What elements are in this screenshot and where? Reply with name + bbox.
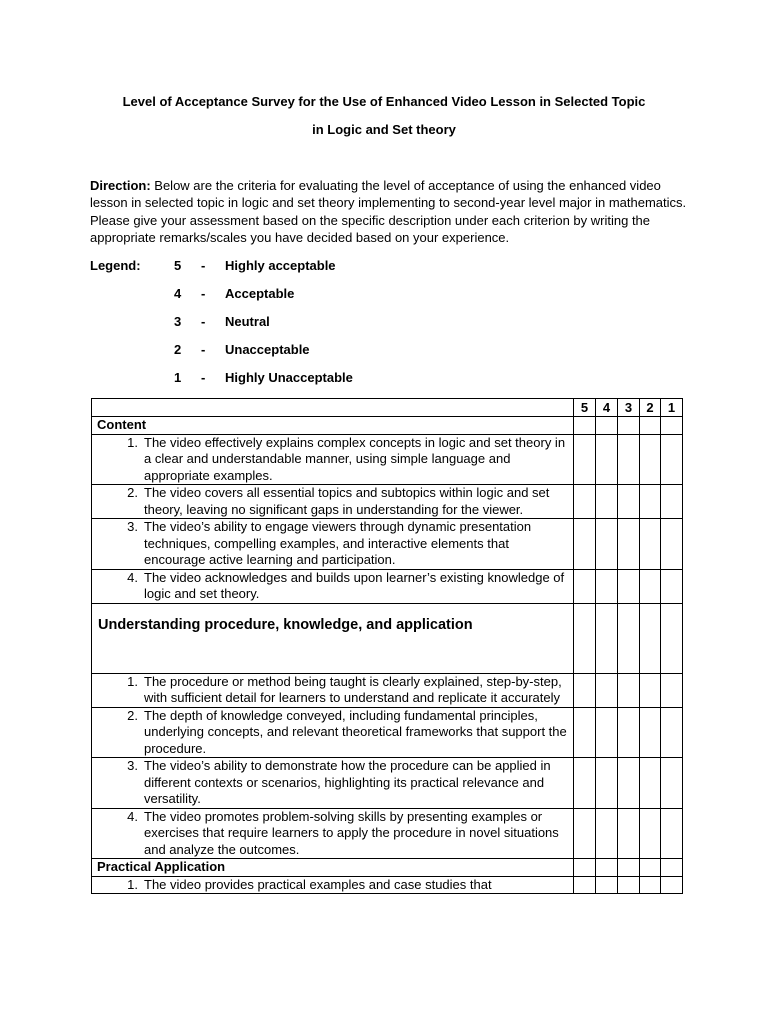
section-heading: Content — [92, 417, 574, 435]
rating-cell[interactable] — [574, 519, 596, 570]
legend-description: Highly acceptable — [225, 258, 336, 273]
rating-cell[interactable] — [574, 434, 596, 485]
rating-cell[interactable] — [574, 876, 596, 894]
criterion-text: The depth of knowledge conveyed, including fundamental principles, underlying concepts, and relevant theoretical frameworks that support the procedure. — [144, 707, 567, 756]
criterion-number: 1. — [127, 434, 138, 450]
rating-cell[interactable] — [661, 569, 683, 603]
legend-row — [90, 369, 490, 387]
section-heading: Understanding procedure, knowledge, and application — [92, 603, 574, 673]
criterion-text: The video acknowledges and builds upon learner’s existing knowledge of logic and set theory. — [144, 569, 565, 601]
criterion-item — [92, 519, 573, 569]
rating-cell[interactable] — [640, 603, 661, 673]
criterion-row — [92, 876, 683, 894]
criterion-text: The video covers all essential topics and subtopics within logic and set theory, leaving no significant gaps in understanding for the viewer. — [144, 485, 550, 517]
criterion-row — [92, 707, 683, 758]
criterion-number: 2. — [127, 485, 138, 500]
criterion-text: The video promotes problem-solving skills by presenting examples or exercises that require learners to apply the procedure in novel situations and analyze the outcomes. — [144, 808, 559, 857]
rating-cell[interactable] — [661, 603, 683, 673]
rating-cell[interactable] — [640, 758, 661, 809]
rating-cell[interactable] — [618, 859, 640, 877]
criterion-number: 4. — [127, 808, 138, 824]
rating-cell[interactable] — [640, 707, 661, 758]
rating-cell[interactable] — [596, 808, 618, 859]
legend-label: Legend: — [90, 258, 141, 273]
criterion-text: The procedure or method being taught is clearly explained, step-by-step, with sufficient detail for learners to understand and replicate it accurately — [144, 673, 562, 705]
rating-cell[interactable] — [574, 808, 596, 859]
rating-cell[interactable] — [661, 707, 683, 758]
criterion-number: 2. — [127, 707, 138, 723]
criterion-item — [92, 435, 573, 485]
legend-row — [90, 341, 490, 359]
criterion-number: 3. — [127, 519, 138, 534]
legend-row — [90, 257, 490, 275]
rating-cell[interactable] — [618, 603, 640, 673]
scale-header-2: 2 — [640, 399, 661, 417]
criterion-item — [92, 877, 573, 894]
criterion-text: The video’s ability to demonstrate how the procedure can be applied in different contexts or scenarios, highlighting its practical relevance and versatility. — [144, 758, 551, 806]
legend-description: Highly Unacceptable — [225, 370, 353, 385]
evaluation-table — [91, 398, 683, 894]
direction-label: Direction: — [90, 178, 151, 193]
legend-description: Unacceptable — [225, 342, 310, 357]
rating-cell[interactable] — [640, 859, 661, 877]
criteria-header-cell — [92, 399, 574, 417]
rating-cell[interactable] — [661, 859, 683, 877]
legend-value: 5 — [174, 258, 182, 273]
criterion-row — [92, 519, 683, 570]
rating-cell[interactable] — [640, 417, 661, 435]
criterion-number: 3. — [127, 758, 138, 773]
legend-value: 3 — [174, 314, 182, 329]
legend-dash: - — [201, 258, 206, 273]
rating-cell[interactable] — [574, 417, 596, 435]
rating-cell[interactable] — [574, 673, 596, 707]
criterion-number: 4. — [127, 569, 138, 585]
rating-cell[interactable] — [640, 808, 661, 859]
criterion-row — [92, 808, 683, 859]
direction-paragraph — [90, 177, 690, 246]
legend-dash: - — [201, 314, 206, 329]
rating-cell[interactable] — [596, 569, 618, 603]
legend-dash: - — [201, 286, 206, 301]
rating-cell[interactable] — [661, 808, 683, 859]
rating-cell[interactable] — [574, 859, 596, 877]
criterion-number: 1. — [127, 673, 138, 689]
section-heading-row — [92, 603, 683, 673]
criterion-item — [92, 674, 573, 707]
section-heading: Practical Application — [92, 859, 574, 877]
criterion-text: The video provides practical examples and case studies that — [144, 876, 492, 892]
criterion-item — [92, 485, 573, 518]
rating-cell[interactable] — [596, 758, 618, 809]
rating-cell[interactable] — [596, 876, 618, 894]
criterion-row — [92, 758, 683, 809]
rating-cell[interactable] — [640, 434, 661, 485]
rating-cell[interactable] — [574, 707, 596, 758]
rating-cell[interactable] — [596, 434, 618, 485]
rating-cell[interactable] — [596, 859, 618, 877]
rating-cell[interactable] — [618, 808, 640, 859]
rating-cell[interactable] — [596, 603, 618, 673]
rating-cell[interactable] — [618, 876, 640, 894]
rating-cell[interactable] — [574, 603, 596, 673]
legend-value: 2 — [174, 342, 182, 357]
rating-cell[interactable] — [574, 758, 596, 809]
criterion-item — [92, 758, 573, 808]
rating-cell[interactable] — [618, 673, 640, 707]
scale-header-3: 3 — [618, 399, 640, 417]
legend-value: 1 — [174, 370, 182, 385]
legend-dash: - — [201, 342, 206, 357]
legend-description: Neutral — [225, 314, 270, 329]
direction-text: Below are the criteria for evaluating the level of acceptance of using the enhanced video lesson in selected topic in logic and set theory implementing to second-year level major in mathematics. Please give your assessment based on the specific description under each criterion by writing the appropriate remarks/scales you have decided based on your experience. — [90, 178, 687, 245]
rating-cell[interactable] — [596, 707, 618, 758]
criterion-text: The video’s ability to engage viewers through dynamic presentation techniques, compelling examples, and interactive elements that encourage active learning and participation. — [144, 519, 532, 567]
scale-header-5: 5 — [574, 399, 596, 417]
rating-cell[interactable] — [661, 758, 683, 809]
rating-cell[interactable] — [661, 519, 683, 570]
rating-cell[interactable] — [618, 519, 640, 570]
criterion-row — [92, 569, 683, 603]
rating-cell[interactable] — [640, 485, 661, 519]
rating-cell[interactable] — [596, 519, 618, 570]
section-heading-row — [92, 417, 683, 435]
document-title-line-1: Level of Acceptance Survey for the Use of Enhanced Video Lesson in Selected Topic — [122, 94, 646, 109]
rating-cell[interactable] — [574, 569, 596, 603]
rating-cell[interactable] — [618, 485, 640, 519]
criterion-number: 1. — [127, 876, 138, 892]
rating-cell[interactable] — [596, 485, 618, 519]
criterion-item — [92, 570, 573, 603]
rating-cell[interactable] — [640, 519, 661, 570]
rating-cell[interactable] — [640, 673, 661, 707]
rating-cell[interactable] — [596, 673, 618, 707]
rating-cell[interactable] — [640, 569, 661, 603]
document-title-line-2: in Logic and Set theory — [312, 122, 456, 137]
rating-cell[interactable] — [618, 758, 640, 809]
criterion-item — [92, 708, 573, 758]
rating-cell[interactable] — [661, 434, 683, 485]
rating-cell[interactable] — [618, 417, 640, 435]
criterion-item — [92, 809, 573, 859]
rating-cell[interactable] — [596, 417, 618, 435]
legend-row — [90, 285, 490, 303]
criterion-row — [92, 434, 683, 485]
criterion-row — [92, 485, 683, 519]
table-header-row — [92, 399, 683, 417]
scale-header-1: 1 — [661, 399, 683, 417]
rating-cell[interactable] — [640, 876, 661, 894]
criterion-text: The video effectively explains complex concepts in logic and set theory in a clear and understandable manner, using simple language and appropriate examples. — [144, 434, 566, 483]
section-heading-row — [92, 859, 683, 877]
rating-cell[interactable] — [618, 434, 640, 485]
rating-cell[interactable] — [574, 485, 596, 519]
rating-cell[interactable] — [661, 876, 683, 894]
legend-description: Acceptable — [225, 286, 295, 301]
legend-value: 4 — [174, 286, 182, 301]
criterion-row — [92, 673, 683, 707]
legend-dash: - — [201, 370, 206, 385]
rating-cell[interactable] — [661, 417, 683, 435]
rating-cell[interactable] — [661, 485, 683, 519]
rating-cell[interactable] — [618, 707, 640, 758]
rating-cell[interactable] — [661, 673, 683, 707]
scale-header-4: 4 — [596, 399, 618, 417]
rating-cell[interactable] — [618, 569, 640, 603]
legend-row — [90, 313, 490, 331]
